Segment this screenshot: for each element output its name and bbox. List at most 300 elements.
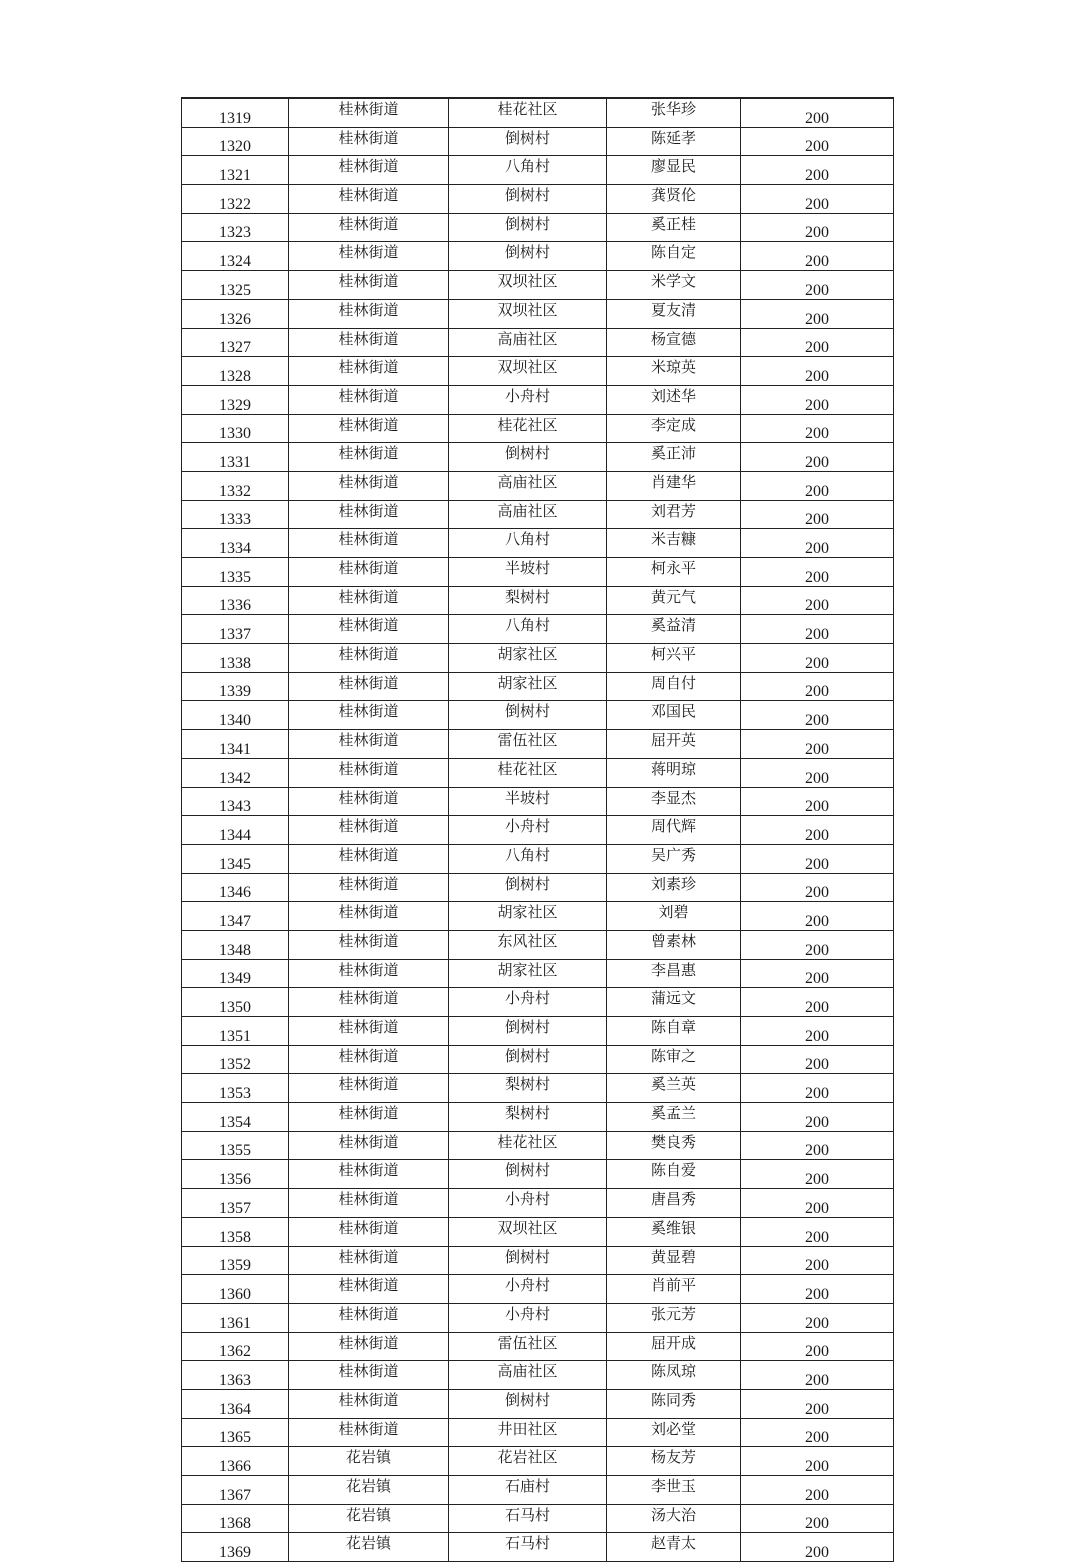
table-row bbox=[182, 758, 894, 787]
table-row bbox=[182, 1246, 894, 1275]
village-cell: 双坝社区 bbox=[449, 299, 607, 328]
town-cell: 桂林街道 bbox=[289, 529, 449, 558]
town-cell: 桂林街道 bbox=[289, 844, 449, 873]
row-number-cell: 1364 bbox=[182, 1389, 289, 1418]
row-number-cell: 1366 bbox=[182, 1447, 289, 1476]
table-row bbox=[182, 1361, 894, 1390]
person-name-cell: 陈延孝 bbox=[607, 127, 741, 156]
town-cell: 桂林街道 bbox=[289, 672, 449, 701]
village-cell: 半坡村 bbox=[449, 787, 607, 816]
table-row bbox=[182, 787, 894, 816]
row-number-cell: 1338 bbox=[182, 644, 289, 673]
town-cell: 桂林街道 bbox=[289, 500, 449, 529]
table-row bbox=[182, 500, 894, 529]
table-row bbox=[182, 127, 894, 156]
town-cell: 花岩镇 bbox=[289, 1447, 449, 1476]
person-name-cell: 奚维银 bbox=[607, 1217, 741, 1246]
row-number-cell: 1352 bbox=[182, 1045, 289, 1074]
row-number-cell: 1347 bbox=[182, 902, 289, 931]
village-cell: 雷伍社区 bbox=[449, 1332, 607, 1361]
row-number-cell: 1333 bbox=[182, 500, 289, 529]
row-number-cell: 1367 bbox=[182, 1476, 289, 1505]
amount-cell: 200 bbox=[741, 1246, 894, 1275]
table-row bbox=[182, 1332, 894, 1361]
village-cell: 双坝社区 bbox=[449, 271, 607, 300]
row-number-cell: 1323 bbox=[182, 213, 289, 242]
row-number-cell: 1351 bbox=[182, 1017, 289, 1046]
table-row bbox=[182, 730, 894, 759]
amount-cell: 200 bbox=[741, 730, 894, 759]
row-number-cell: 1368 bbox=[182, 1504, 289, 1533]
table-row bbox=[182, 271, 894, 300]
town-cell: 桂林街道 bbox=[289, 471, 449, 500]
person-name-cell: 李昌惠 bbox=[607, 959, 741, 988]
row-number-cell: 1369 bbox=[182, 1533, 289, 1562]
town-cell: 桂林街道 bbox=[289, 242, 449, 271]
village-cell: 花岩社区 bbox=[449, 1447, 607, 1476]
amount-cell: 200 bbox=[741, 758, 894, 787]
amount-cell: 200 bbox=[741, 414, 894, 443]
town-cell: 桂林街道 bbox=[289, 127, 449, 156]
town-cell: 桂林街道 bbox=[289, 328, 449, 357]
row-number-cell: 1363 bbox=[182, 1361, 289, 1390]
amount-cell: 200 bbox=[741, 98, 894, 127]
row-number-cell: 1325 bbox=[182, 271, 289, 300]
person-name-cell: 刘述华 bbox=[607, 385, 741, 414]
village-cell: 倒树村 bbox=[449, 1160, 607, 1189]
village-cell: 井田社区 bbox=[449, 1418, 607, 1447]
village-cell: 桂花社区 bbox=[449, 1131, 607, 1160]
person-name-cell: 陈审之 bbox=[607, 1045, 741, 1074]
row-number-cell: 1330 bbox=[182, 414, 289, 443]
table-row bbox=[182, 1189, 894, 1218]
row-number-cell: 1350 bbox=[182, 988, 289, 1017]
person-name-cell: 奚孟兰 bbox=[607, 1103, 741, 1132]
amount-cell: 200 bbox=[741, 1361, 894, 1390]
table-row bbox=[182, 185, 894, 214]
town-cell: 桂林街道 bbox=[289, 1017, 449, 1046]
person-name-cell: 廖显民 bbox=[607, 156, 741, 185]
amount-cell: 200 bbox=[741, 988, 894, 1017]
person-name-cell: 米学文 bbox=[607, 271, 741, 300]
village-cell: 八角村 bbox=[449, 529, 607, 558]
village-cell: 高庙社区 bbox=[449, 328, 607, 357]
row-number-cell: 1348 bbox=[182, 930, 289, 959]
table-row bbox=[182, 701, 894, 730]
amount-cell: 200 bbox=[741, 1160, 894, 1189]
amount-cell: 200 bbox=[741, 902, 894, 931]
person-name-cell: 陈自定 bbox=[607, 242, 741, 271]
table-row bbox=[182, 558, 894, 587]
table-row bbox=[182, 299, 894, 328]
table-row bbox=[182, 1389, 894, 1418]
table-row bbox=[182, 1418, 894, 1447]
person-name-cell: 屈开英 bbox=[607, 730, 741, 759]
person-name-cell: 杨宣德 bbox=[607, 328, 741, 357]
person-name-cell: 汤大治 bbox=[607, 1504, 741, 1533]
town-cell: 桂林街道 bbox=[289, 959, 449, 988]
amount-cell: 200 bbox=[741, 213, 894, 242]
person-name-cell: 陈凤琼 bbox=[607, 1361, 741, 1390]
table-row bbox=[182, 1533, 894, 1562]
person-name-cell: 赵青太 bbox=[607, 1533, 741, 1562]
town-cell: 桂林街道 bbox=[289, 1275, 449, 1304]
village-cell: 倒树村 bbox=[449, 1017, 607, 1046]
amount-cell: 200 bbox=[741, 1189, 894, 1218]
village-cell: 梨树村 bbox=[449, 586, 607, 615]
roster-table-body bbox=[182, 98, 894, 1562]
village-cell: 倒树村 bbox=[449, 213, 607, 242]
table-row bbox=[182, 414, 894, 443]
roster-table bbox=[181, 97, 894, 1562]
village-cell: 倒树村 bbox=[449, 701, 607, 730]
table-row bbox=[182, 644, 894, 673]
row-number-cell: 1361 bbox=[182, 1303, 289, 1332]
person-name-cell: 肖建华 bbox=[607, 471, 741, 500]
town-cell: 桂林街道 bbox=[289, 1361, 449, 1390]
row-number-cell: 1332 bbox=[182, 471, 289, 500]
town-cell: 桂林街道 bbox=[289, 586, 449, 615]
village-cell: 倒树村 bbox=[449, 873, 607, 902]
amount-cell: 200 bbox=[741, 873, 894, 902]
amount-cell: 200 bbox=[741, 385, 894, 414]
row-number-cell: 1335 bbox=[182, 558, 289, 587]
person-name-cell: 张元芳 bbox=[607, 1303, 741, 1332]
row-number-cell: 1341 bbox=[182, 730, 289, 759]
village-cell: 八角村 bbox=[449, 844, 607, 873]
person-name-cell: 李定成 bbox=[607, 414, 741, 443]
person-name-cell: 樊良秀 bbox=[607, 1131, 741, 1160]
village-cell: 高庙社区 bbox=[449, 471, 607, 500]
table-row bbox=[182, 156, 894, 185]
table-row bbox=[182, 1160, 894, 1189]
town-cell: 桂林街道 bbox=[289, 1389, 449, 1418]
town-cell: 桂林街道 bbox=[289, 1189, 449, 1218]
row-number-cell: 1340 bbox=[182, 701, 289, 730]
amount-cell: 200 bbox=[741, 1217, 894, 1246]
person-name-cell: 肖前平 bbox=[607, 1275, 741, 1304]
village-cell: 八角村 bbox=[449, 156, 607, 185]
village-cell: 倒树村 bbox=[449, 185, 607, 214]
amount-cell: 200 bbox=[741, 930, 894, 959]
table-row bbox=[182, 1045, 894, 1074]
row-number-cell: 1320 bbox=[182, 127, 289, 156]
person-name-cell: 李显杰 bbox=[607, 787, 741, 816]
town-cell: 桂林街道 bbox=[289, 1332, 449, 1361]
town-cell: 桂林街道 bbox=[289, 357, 449, 386]
amount-cell: 200 bbox=[741, 299, 894, 328]
row-number-cell: 1336 bbox=[182, 586, 289, 615]
table-row bbox=[182, 1476, 894, 1505]
person-name-cell: 刘碧 bbox=[607, 902, 741, 931]
town-cell: 桂林街道 bbox=[289, 299, 449, 328]
amount-cell: 200 bbox=[741, 328, 894, 357]
town-cell: 桂林街道 bbox=[289, 1160, 449, 1189]
town-cell: 桂林街道 bbox=[289, 156, 449, 185]
village-cell: 倒树村 bbox=[449, 1389, 607, 1418]
person-name-cell: 刘必堂 bbox=[607, 1418, 741, 1447]
table-row bbox=[182, 328, 894, 357]
amount-cell: 200 bbox=[741, 1103, 894, 1132]
amount-cell: 200 bbox=[741, 185, 894, 214]
person-name-cell: 刘君芳 bbox=[607, 500, 741, 529]
amount-cell: 200 bbox=[741, 615, 894, 644]
village-cell: 雷伍社区 bbox=[449, 730, 607, 759]
amount-cell: 200 bbox=[741, 1045, 894, 1074]
person-name-cell: 龚贤伦 bbox=[607, 185, 741, 214]
row-number-cell: 1365 bbox=[182, 1418, 289, 1447]
person-name-cell: 奚益清 bbox=[607, 615, 741, 644]
person-name-cell: 刘素珍 bbox=[607, 873, 741, 902]
person-name-cell: 陈自爱 bbox=[607, 1160, 741, 1189]
table-row bbox=[182, 471, 894, 500]
town-cell: 桂林街道 bbox=[289, 1103, 449, 1132]
row-number-cell: 1319 bbox=[182, 98, 289, 127]
town-cell: 桂林街道 bbox=[289, 385, 449, 414]
amount-cell: 200 bbox=[741, 844, 894, 873]
table-row bbox=[182, 357, 894, 386]
row-number-cell: 1358 bbox=[182, 1217, 289, 1246]
town-cell: 桂林街道 bbox=[289, 1246, 449, 1275]
town-cell: 花岩镇 bbox=[289, 1476, 449, 1505]
row-number-cell: 1356 bbox=[182, 1160, 289, 1189]
village-cell: 倒树村 bbox=[449, 443, 607, 472]
town-cell: 桂林街道 bbox=[289, 701, 449, 730]
town-cell: 花岩镇 bbox=[289, 1533, 449, 1562]
amount-cell: 200 bbox=[741, 1131, 894, 1160]
table-row bbox=[182, 959, 894, 988]
row-number-cell: 1328 bbox=[182, 357, 289, 386]
row-number-cell: 1362 bbox=[182, 1332, 289, 1361]
town-cell: 桂林街道 bbox=[289, 1045, 449, 1074]
village-cell: 胡家社区 bbox=[449, 902, 607, 931]
person-name-cell: 奚兰英 bbox=[607, 1074, 741, 1103]
table-row bbox=[182, 1275, 894, 1304]
town-cell: 桂林街道 bbox=[289, 902, 449, 931]
amount-cell: 200 bbox=[741, 127, 894, 156]
person-name-cell: 屈开成 bbox=[607, 1332, 741, 1361]
table-row bbox=[182, 844, 894, 873]
table-row bbox=[182, 529, 894, 558]
town-cell: 桂林街道 bbox=[289, 930, 449, 959]
village-cell: 石庙村 bbox=[449, 1476, 607, 1505]
table-row bbox=[182, 1103, 894, 1132]
row-number-cell: 1324 bbox=[182, 242, 289, 271]
amount-cell: 200 bbox=[741, 1332, 894, 1361]
village-cell: 高庙社区 bbox=[449, 1361, 607, 1390]
person-name-cell: 奚正桂 bbox=[607, 213, 741, 242]
amount-cell: 200 bbox=[741, 1533, 894, 1562]
person-name-cell: 周自付 bbox=[607, 672, 741, 701]
amount-cell: 200 bbox=[741, 1074, 894, 1103]
amount-cell: 200 bbox=[741, 959, 894, 988]
amount-cell: 200 bbox=[741, 787, 894, 816]
village-cell: 桂花社区 bbox=[449, 758, 607, 787]
town-cell: 桂林街道 bbox=[289, 758, 449, 787]
person-name-cell: 夏友清 bbox=[607, 299, 741, 328]
person-name-cell: 柯兴平 bbox=[607, 644, 741, 673]
town-cell: 花岩镇 bbox=[289, 1504, 449, 1533]
person-name-cell: 黄元气 bbox=[607, 586, 741, 615]
village-cell: 桂花社区 bbox=[449, 98, 607, 127]
row-number-cell: 1342 bbox=[182, 758, 289, 787]
row-number-cell: 1334 bbox=[182, 529, 289, 558]
person-name-cell: 奚正沛 bbox=[607, 443, 741, 472]
row-number-cell: 1321 bbox=[182, 156, 289, 185]
village-cell: 小舟村 bbox=[449, 988, 607, 1017]
town-cell: 桂林街道 bbox=[289, 1303, 449, 1332]
row-number-cell: 1331 bbox=[182, 443, 289, 472]
town-cell: 桂林街道 bbox=[289, 1418, 449, 1447]
town-cell: 桂林街道 bbox=[289, 988, 449, 1017]
amount-cell: 200 bbox=[741, 586, 894, 615]
person-name-cell: 唐昌秀 bbox=[607, 1189, 741, 1218]
town-cell: 桂林街道 bbox=[289, 1217, 449, 1246]
row-number-cell: 1353 bbox=[182, 1074, 289, 1103]
amount-cell: 200 bbox=[741, 156, 894, 185]
amount-cell: 200 bbox=[741, 1476, 894, 1505]
village-cell: 胡家社区 bbox=[449, 644, 607, 673]
town-cell: 桂林街道 bbox=[289, 443, 449, 472]
village-cell: 八角村 bbox=[449, 615, 607, 644]
village-cell: 石马村 bbox=[449, 1533, 607, 1562]
village-cell: 倒树村 bbox=[449, 1246, 607, 1275]
village-cell: 双坝社区 bbox=[449, 1217, 607, 1246]
town-cell: 桂林街道 bbox=[289, 730, 449, 759]
amount-cell: 200 bbox=[741, 471, 894, 500]
person-name-cell: 张华珍 bbox=[607, 98, 741, 127]
amount-cell: 200 bbox=[741, 672, 894, 701]
row-number-cell: 1322 bbox=[182, 185, 289, 214]
town-cell: 桂林街道 bbox=[289, 185, 449, 214]
person-name-cell: 米吉糠 bbox=[607, 529, 741, 558]
village-cell: 倒树村 bbox=[449, 127, 607, 156]
row-number-cell: 1337 bbox=[182, 615, 289, 644]
table-row bbox=[182, 902, 894, 931]
table-row bbox=[182, 98, 894, 127]
table-row bbox=[182, 873, 894, 902]
table-row bbox=[182, 1131, 894, 1160]
row-number-cell: 1355 bbox=[182, 1131, 289, 1160]
person-name-cell: 陈自章 bbox=[607, 1017, 741, 1046]
amount-cell: 200 bbox=[741, 500, 894, 529]
village-cell: 双坝社区 bbox=[449, 357, 607, 386]
amount-cell: 200 bbox=[741, 1389, 894, 1418]
table-row bbox=[182, 816, 894, 845]
amount-cell: 200 bbox=[741, 1447, 894, 1476]
amount-cell: 200 bbox=[741, 529, 894, 558]
person-name-cell: 邓国民 bbox=[607, 701, 741, 730]
person-name-cell: 曾素林 bbox=[607, 930, 741, 959]
village-cell: 东风社区 bbox=[449, 930, 607, 959]
town-cell: 桂林街道 bbox=[289, 1131, 449, 1160]
row-number-cell: 1343 bbox=[182, 787, 289, 816]
row-number-cell: 1354 bbox=[182, 1103, 289, 1132]
amount-cell: 200 bbox=[741, 644, 894, 673]
village-cell: 小舟村 bbox=[449, 816, 607, 845]
village-cell: 梨树村 bbox=[449, 1103, 607, 1132]
amount-cell: 200 bbox=[741, 1303, 894, 1332]
person-name-cell: 蒲远文 bbox=[607, 988, 741, 1017]
amount-cell: 200 bbox=[741, 1418, 894, 1447]
person-name-cell: 吴广秀 bbox=[607, 844, 741, 873]
village-cell: 小舟村 bbox=[449, 1189, 607, 1218]
table-row bbox=[182, 443, 894, 472]
row-number-cell: 1357 bbox=[182, 1189, 289, 1218]
person-name-cell: 黄显碧 bbox=[607, 1246, 741, 1275]
row-number-cell: 1329 bbox=[182, 385, 289, 414]
row-number-cell: 1344 bbox=[182, 816, 289, 845]
town-cell: 桂林街道 bbox=[289, 213, 449, 242]
table-row bbox=[182, 1017, 894, 1046]
town-cell: 桂林街道 bbox=[289, 1074, 449, 1103]
village-cell: 石马村 bbox=[449, 1504, 607, 1533]
town-cell: 桂林街道 bbox=[289, 787, 449, 816]
village-cell: 高庙社区 bbox=[449, 500, 607, 529]
town-cell: 桂林街道 bbox=[289, 644, 449, 673]
village-cell: 梨树村 bbox=[449, 1074, 607, 1103]
row-number-cell: 1326 bbox=[182, 299, 289, 328]
amount-cell: 200 bbox=[741, 271, 894, 300]
amount-cell: 200 bbox=[741, 701, 894, 730]
town-cell: 桂林街道 bbox=[289, 615, 449, 644]
person-name-cell: 周代辉 bbox=[607, 816, 741, 845]
person-name-cell: 李世玉 bbox=[607, 1476, 741, 1505]
town-cell: 桂林街道 bbox=[289, 414, 449, 443]
amount-cell: 200 bbox=[741, 558, 894, 587]
amount-cell: 200 bbox=[741, 1017, 894, 1046]
table-row bbox=[182, 1074, 894, 1103]
table-row bbox=[182, 385, 894, 414]
amount-cell: 200 bbox=[741, 357, 894, 386]
village-cell: 半坡村 bbox=[449, 558, 607, 587]
row-number-cell: 1359 bbox=[182, 1246, 289, 1275]
village-cell: 胡家社区 bbox=[449, 672, 607, 701]
town-cell: 桂林街道 bbox=[289, 816, 449, 845]
amount-cell: 200 bbox=[741, 1504, 894, 1533]
table-row bbox=[182, 242, 894, 271]
amount-cell: 200 bbox=[741, 816, 894, 845]
row-number-cell: 1349 bbox=[182, 959, 289, 988]
village-cell: 桂花社区 bbox=[449, 414, 607, 443]
table-row bbox=[182, 615, 894, 644]
town-cell: 桂林街道 bbox=[289, 271, 449, 300]
table-row bbox=[182, 930, 894, 959]
village-cell: 小舟村 bbox=[449, 385, 607, 414]
town-cell: 桂林街道 bbox=[289, 558, 449, 587]
row-number-cell: 1346 bbox=[182, 873, 289, 902]
village-cell: 倒树村 bbox=[449, 242, 607, 271]
person-name-cell: 柯永平 bbox=[607, 558, 741, 587]
table-row bbox=[182, 1447, 894, 1476]
person-name-cell: 米琼英 bbox=[607, 357, 741, 386]
row-number-cell: 1339 bbox=[182, 672, 289, 701]
table-row bbox=[182, 988, 894, 1017]
table-row bbox=[182, 1303, 894, 1332]
village-cell: 倒树村 bbox=[449, 1045, 607, 1074]
town-cell: 桂林街道 bbox=[289, 98, 449, 127]
table-row bbox=[182, 213, 894, 242]
town-cell: 桂林街道 bbox=[289, 873, 449, 902]
village-cell: 胡家社区 bbox=[449, 959, 607, 988]
amount-cell: 200 bbox=[741, 1275, 894, 1304]
village-cell: 小舟村 bbox=[449, 1303, 607, 1332]
table-row bbox=[182, 586, 894, 615]
amount-cell: 200 bbox=[741, 443, 894, 472]
person-name-cell: 杨友芳 bbox=[607, 1447, 741, 1476]
village-cell: 小舟村 bbox=[449, 1275, 607, 1304]
table-row bbox=[182, 1217, 894, 1246]
